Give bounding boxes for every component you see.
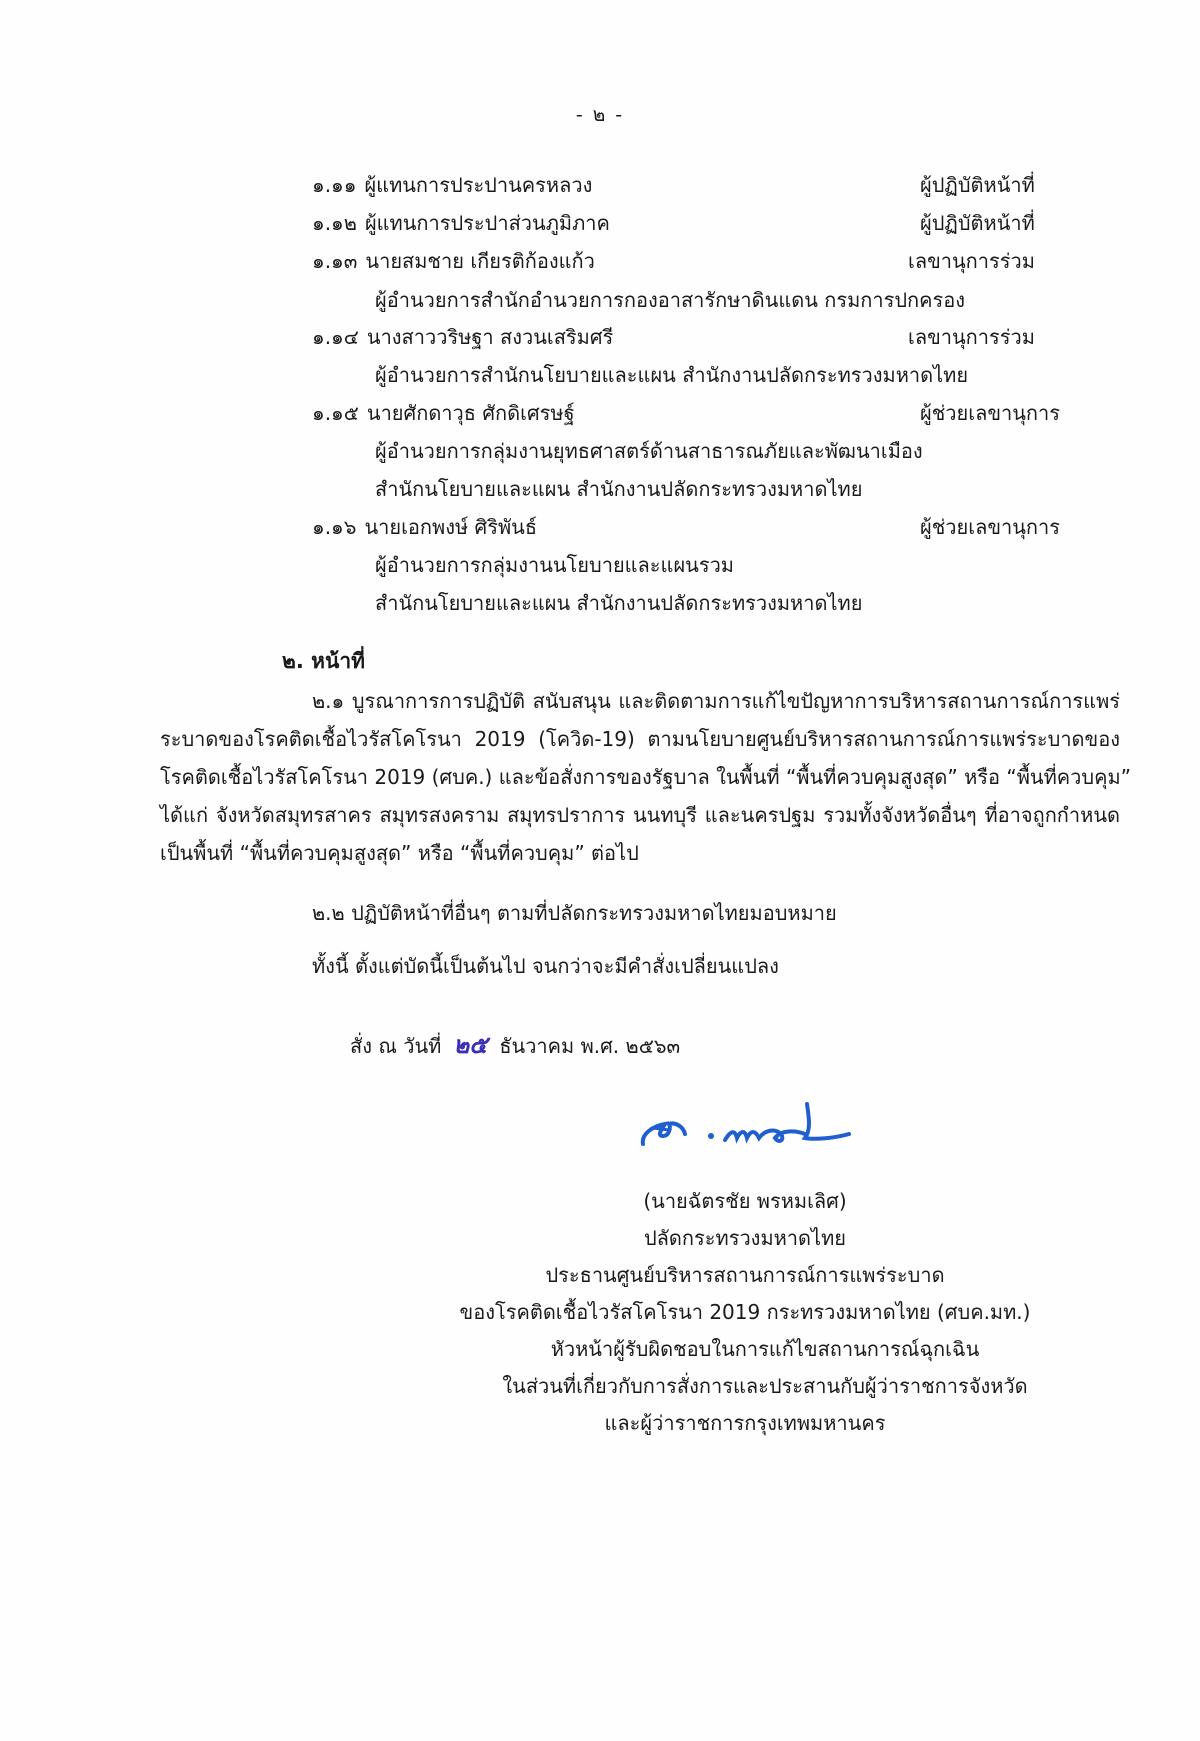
member-item xyxy=(312,514,537,540)
signatory-title: ของโรคติดเชื้อไวรัสโคโรนา 2019 กระทรวงมหาดไทย (ศบค.มท.) xyxy=(459,1300,1031,1324)
member-item xyxy=(312,210,610,236)
member-role: ผู้ช่วยเลขานุการ xyxy=(920,515,1060,539)
member-role: เลขานุการร่วม xyxy=(908,249,1035,273)
signatory-name: (นายฉัตรชัย พรหมเลิศ) xyxy=(643,1189,847,1213)
paragraph-line: ได้แก่ จังหวัดสมุทรสาคร สมุทรสงคราม สมุทรปราการ นนทบุรี และนครปฐม รวมทั้งจังหวัดอื่นๆ ที่อาจถูกกำหนด xyxy=(160,803,1120,827)
paragraph-line: โรคติดเชื้อไวรัสโคโรนา 2019 (ศบค.) และข้อสั่งการของรัฐบาล ในพื้นที่ “พื้นที่ควบคุมสูงสุด” หรือ “พื้นที่ควบคุม” xyxy=(160,765,1132,789)
member-role: ผู้ช่วยเลขานุการ xyxy=(920,401,1060,425)
paragraph-line: ระบาดของโรคติดเชื้อไวรัสโคโรนา 2019 (โควิด-19) ตามนโยบายศูนย์บริหารสถานการณ์การแพร่ระบาดของ xyxy=(160,727,1120,751)
member-number: ๑.๑๔ xyxy=(312,325,359,349)
paragraph-line: ๒.๑ บูรณาการการปฏิบัติ สนับสนุน และติดตามการแก้ไขปัญหาการบริหารสถานการณ์การแพร่ xyxy=(312,689,1120,713)
member-item xyxy=(312,324,613,350)
member-role: ผู้ปฏิบัติหน้าที่ xyxy=(920,211,1035,235)
page-number: - ๒ - xyxy=(575,104,625,126)
date-day-handwritten: ๒๕ xyxy=(453,1031,488,1059)
order-date xyxy=(350,1025,680,1064)
member-detail: ผู้อำนวยการกลุ่มงานยุทธศาสตร์ด้านสาธารณภัยและพัฒนาเมือง xyxy=(375,439,923,463)
member-name: นายเอกพงษ์ ศิริพันธ์ xyxy=(364,515,538,539)
duty-item-2-2: ๒.๒ ปฏิบัติหน้าที่อื่นๆ ตามที่ปลัดกระทรวงมหาดไทยมอบหมาย xyxy=(312,901,837,925)
member-name: นายสมชาย เกียรติก้องแก้ว xyxy=(365,249,595,273)
member-number: ๑.๑๒ xyxy=(312,211,357,235)
member-item xyxy=(312,248,595,274)
member-number: ๑.๑๓ xyxy=(312,249,358,273)
member-number: ๑.๑๕ xyxy=(312,401,359,425)
member-detail: ผู้อำนวยการกลุ่มงานนโยบายและแผนรวม xyxy=(375,553,734,577)
signatory-title: ปลัดกระทรวงมหาดไทย xyxy=(643,1226,846,1250)
member-detail: ผู้อำนวยการสำนักอำนวยการกองอาสารักษาดินแดน กรมการปกครอง xyxy=(375,288,966,312)
date-prefix: สั่ง ณ วันที่ xyxy=(350,1034,442,1058)
member-detail: สำนักนโยบายและแผน สำนักงานปลัดกระทรวงมหาดไทย xyxy=(375,477,863,501)
member-number: ๑.๑๑ xyxy=(312,173,357,197)
signature-block xyxy=(420,1183,1070,1442)
member-name: ผู้แทนการประปาส่วนภูมิภาค xyxy=(364,211,610,235)
signatory-title: ในส่วนที่เกี่ยวกับการสั่งการและประสานกับผู้ว่าราชการจังหวัด xyxy=(502,1374,1028,1398)
section-heading-duties: ๒. หน้าที่ xyxy=(282,649,365,673)
member-name: นางสาววริษฐา สงวนเสริมศรี xyxy=(366,325,614,349)
member-name: นายศักดาวุธ ศักดิเศรษฐ์ xyxy=(366,401,575,425)
member-item xyxy=(312,172,592,198)
member-detail: สำนักนโยบายและแผน สำนักงานปลัดกระทรวงมหาดไทย xyxy=(375,591,863,615)
paragraph-line: เป็นพื้นที่ “พื้นที่ควบคุมสูงสุด” หรือ “พื้นที่ควบคุม” ต่อไป xyxy=(160,841,639,865)
signatory-title: หัวหน้าผู้รับผิดชอบในการแก้ไขสถานการณ์ฉุกเฉิน xyxy=(550,1337,980,1361)
signatory-title: ประธานศูนย์บริหารสถานการณ์การแพร่ระบาด xyxy=(545,1263,945,1287)
signatory-title: และผู้ว่าราชการกรุงเทพมหานคร xyxy=(604,1411,886,1435)
member-item xyxy=(312,400,575,426)
member-number: ๑.๑๖ xyxy=(312,515,357,539)
date-month-year: ธันวาคม พ.ศ. ๒๕๖๓ xyxy=(499,1034,681,1058)
member-role: ผู้ปฏิบัติหน้าที่ xyxy=(920,173,1035,197)
member-name: ผู้แทนการประปานครหลวง xyxy=(364,173,593,197)
signature-icon xyxy=(635,1100,875,1160)
effective-clause: ทั้งนี้ ตั้งแต่บัดนี้เป็นต้นไป จนกว่าจะมีคำสั่งเปลี่ยนแปลง xyxy=(312,954,779,978)
member-detail: ผู้อำนวยการสำนักนโยบายและแผน สำนักงานปลัดกระทรวงมหาดไทย xyxy=(375,363,969,387)
member-role: เลขานุการร่วม xyxy=(908,325,1035,349)
